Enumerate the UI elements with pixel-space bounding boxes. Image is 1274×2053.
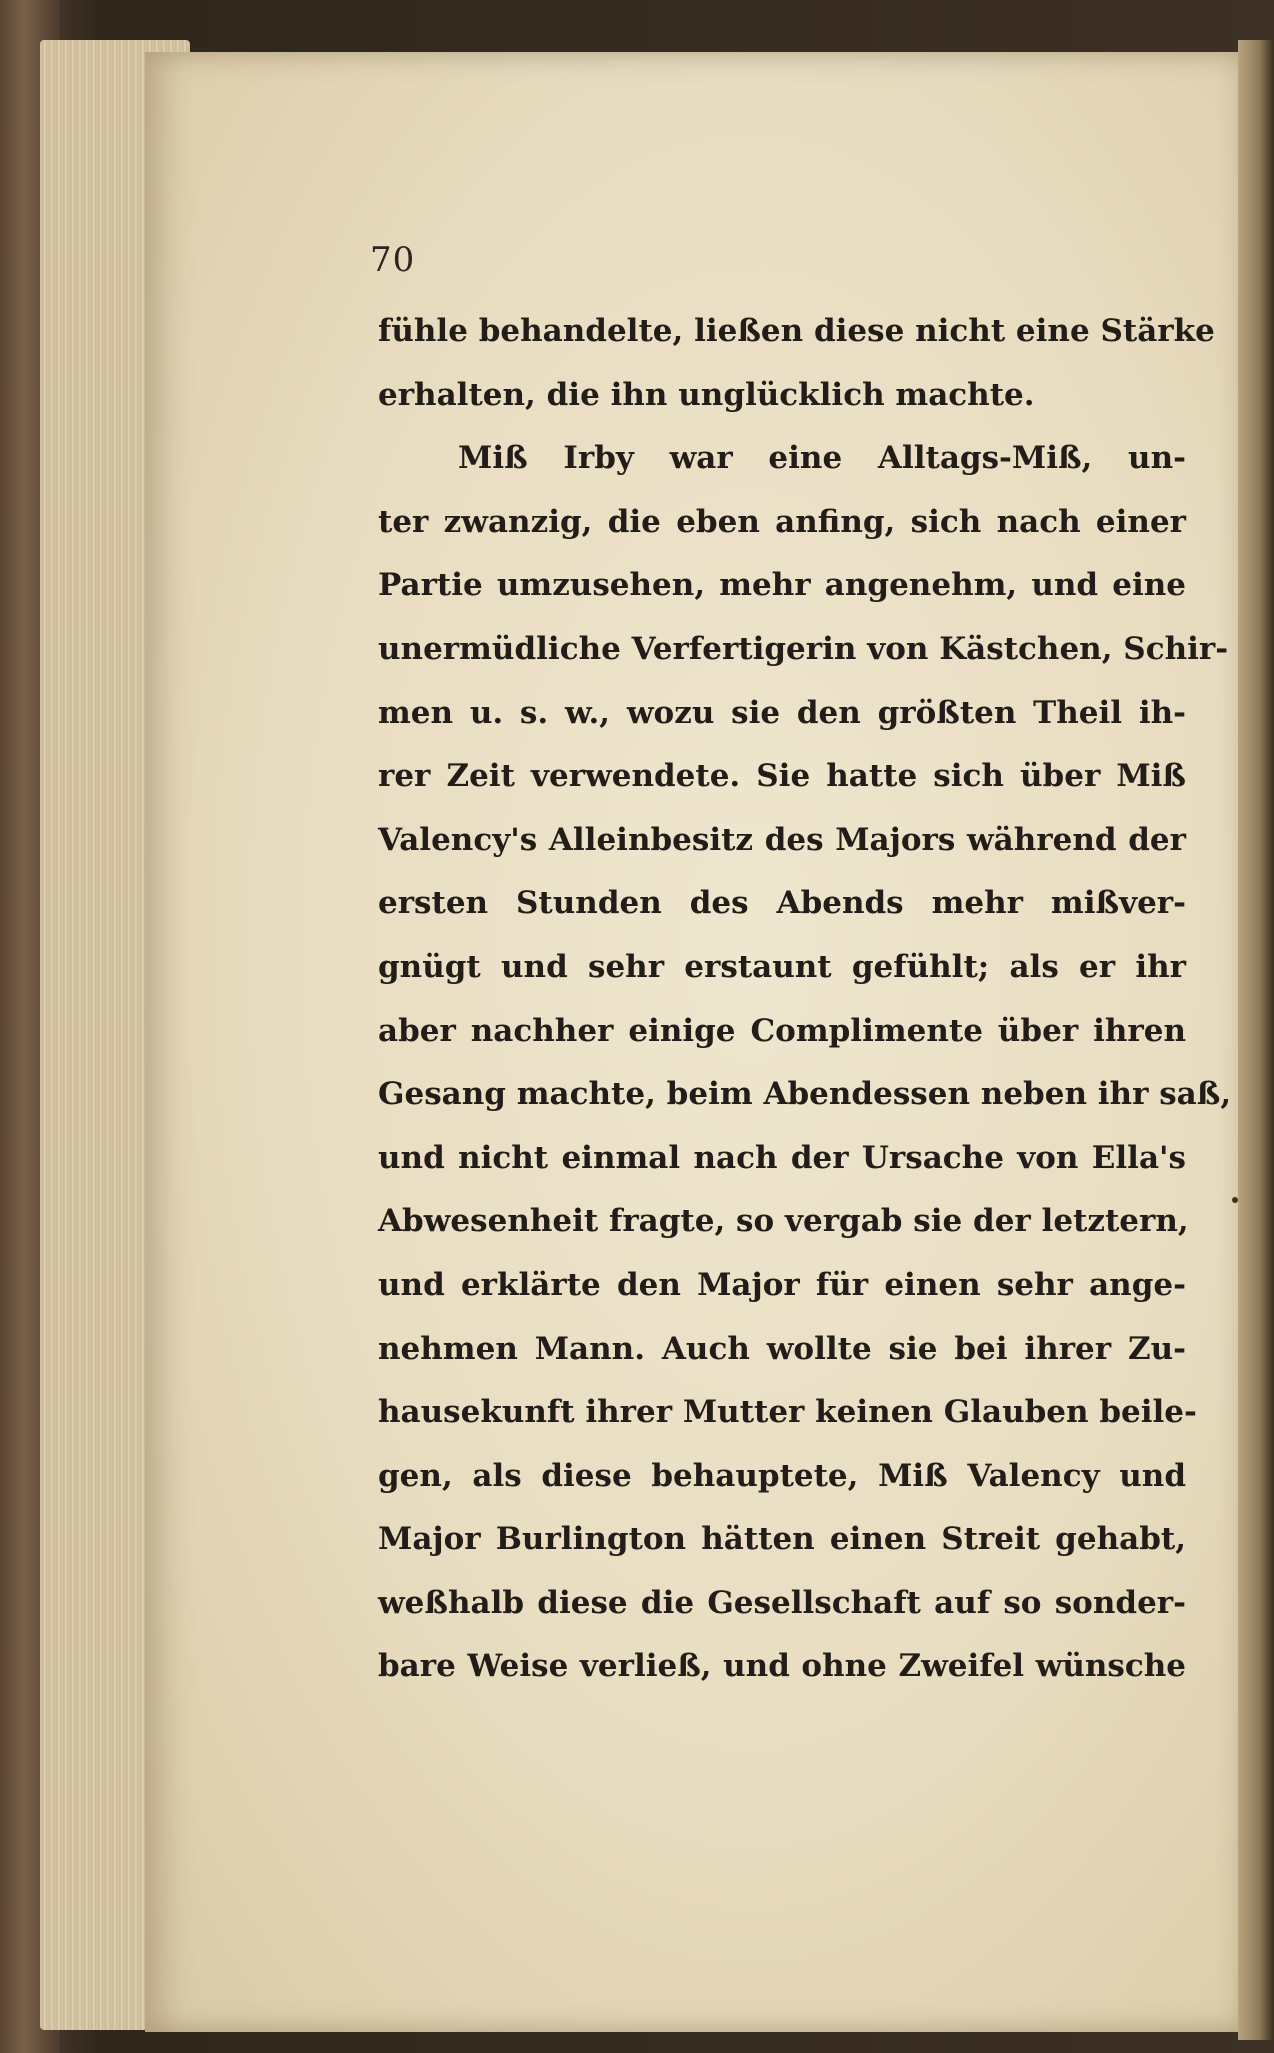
text-line: men u. s. w., wozu sie den größten Theil ih- xyxy=(378,694,1186,731)
text-line: Miß Irby war eine Alltags-Miß, un- xyxy=(458,440,1186,477)
page-text xyxy=(378,300,1232,1699)
text-line: Gesang machte, beim Abendessen neben ihr saß, xyxy=(378,1076,1232,1113)
text-line: gen, als diese behauptete, Miß Valency und xyxy=(378,1457,1186,1494)
right-page-edge xyxy=(1238,40,1274,2040)
text-line: und nicht einmal nach der Ursache von Ella's xyxy=(378,1139,1186,1176)
text-line: weßhalb diese die Gesellschaft auf so sonder- xyxy=(378,1584,1186,1621)
ink-spot xyxy=(1232,1197,1238,1203)
text-line: Abwesenheit fragte, so vergab sie der letztern, xyxy=(378,1203,1189,1240)
text-line: ter zwanzig, die eben anfing, sich nach einer xyxy=(378,503,1186,540)
text-line: nehmen Mann. Auch wollte sie bei ihrer Zu- xyxy=(378,1330,1186,1367)
text-line: und erklärte den Major für einen sehr ange- xyxy=(378,1266,1186,1303)
text-line: hausekunft ihrer Mutter keinen Glauben beile- xyxy=(378,1394,1197,1431)
text-line: Major Burlington hätten einen Streit gehabt, xyxy=(378,1521,1186,1558)
text-line: rer Zeit verwendete. Sie hatte sich über Miß xyxy=(378,758,1186,795)
page-number: 70 xyxy=(370,240,416,280)
text-line: ersten Stunden des Abends mehr mißver- xyxy=(378,885,1186,922)
text-line: aber nachher einige Complimente über ihren xyxy=(378,1012,1186,1049)
text-line: bare Weise verließ, und ohne Zweifel wünsche xyxy=(378,1648,1186,1685)
text-line: fühle behandelte, ließen diese nicht eine Stärke xyxy=(378,313,1215,349)
text-line: Valency's Alleinbesitz des Majors während der xyxy=(378,821,1186,858)
text-line: erhalten, die ihn unglücklich machte. xyxy=(378,376,1035,413)
text-line: gnügt und sehr erstaunt gefühlt; als er ihr xyxy=(378,948,1186,985)
text-line: unermüdliche Verfertigerin von Kästchen, Schir- xyxy=(378,630,1229,667)
text-line: Partie umzusehen, mehr angenehm, und eine xyxy=(378,567,1186,604)
